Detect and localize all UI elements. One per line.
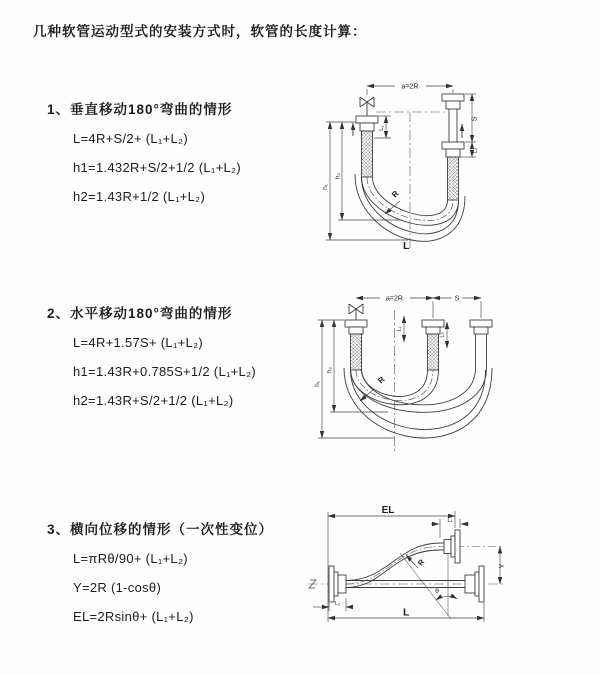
section-2-heading: 2、水平移动180°弯曲的情形: [47, 306, 233, 321]
dim-label-radius: R: [415, 557, 427, 568]
section-2-formula-h1: h1=1.43R+0.785S+1/2 (L₁+L₂): [73, 364, 257, 379]
section-2-formula-L: L=4R+1.57S+ (L₁+L₂): [73, 335, 204, 350]
valve-icon: [349, 304, 363, 320]
diagram-vertical-180: [310, 72, 590, 257]
section-3-formula-L: L=πRθ/90+ (L₁+L₂): [73, 551, 188, 566]
dim-label-radius: R: [376, 374, 387, 386]
valve-icon: [360, 97, 374, 116]
section-3: [47, 522, 273, 631]
dim-label-span: a=2R: [386, 295, 403, 303]
section-1-formula-L: L=4R+S/2+ (L₁+L₂): [73, 131, 188, 146]
dim-label-length: L: [403, 240, 410, 252]
section-3-heading: 3、横向位移的情形（一次性变位）: [47, 522, 274, 537]
dim-label-fitting2: L₂: [472, 147, 479, 154]
dim-label-span: a=2R: [401, 83, 419, 91]
dim-label-fitting2: L₂: [334, 601, 341, 607]
diagram-horizontal-180: [308, 282, 593, 472]
section-1: [47, 102, 241, 211]
dim-label-h1: h₁: [314, 381, 321, 387]
dimension-lines: [318, 295, 481, 438]
dimension-lines: [313, 511, 500, 622]
section-1-formula-h1: h1=1.432R+S/2+1/2 (L₁+L₂): [73, 160, 241, 175]
pipe-fittings: [345, 304, 492, 370]
diagram-lateral-offset: [300, 500, 600, 655]
dim-label-el: EL: [381, 505, 395, 516]
section-3-formula-Y: Y=2R (1-cosθ): [73, 580, 162, 595]
dim-label-offset: Y: [499, 563, 506, 569]
dim-label-fitting2: L₂: [439, 332, 446, 338]
dim-label-stroke: S: [454, 295, 460, 303]
dim-label-stroke: S: [471, 116, 479, 122]
dim-label-fitting1: L₁: [396, 326, 403, 332]
dim-label-h2: h₂: [326, 366, 333, 374]
dim-label-angle: θ: [435, 588, 439, 595]
hose-curves: [344, 334, 492, 438]
dim-label-h1: h₁: [322, 184, 329, 190]
page-title: 几种软管运动型式的安装方式时，软管的长度计算：: [33, 24, 367, 39]
dim-label-radius: R: [390, 189, 401, 200]
dim-label-fitting1: L₁: [447, 517, 453, 524]
section-2-formula-h2: h2=1.43R+S/2+1/2 (L₁+L₂): [73, 393, 234, 408]
pipe-fittings: [329, 530, 484, 602]
section-1-formula-h2: h2=1.43R+1/2 (L₁+L₂): [73, 189, 206, 204]
section-1-heading: 1、垂直移动180°弯曲的情形: [47, 102, 233, 117]
dim-label-fitting1: L₁: [379, 125, 385, 131]
section-3-formula-EL: EL=2Rsinθ+ (L₁+L₂): [73, 609, 194, 624]
dim-label-length: L: [403, 606, 410, 619]
centerlines: [376, 112, 446, 250]
section-2: [47, 306, 256, 415]
dim-label-h2: h₂: [334, 172, 342, 180]
